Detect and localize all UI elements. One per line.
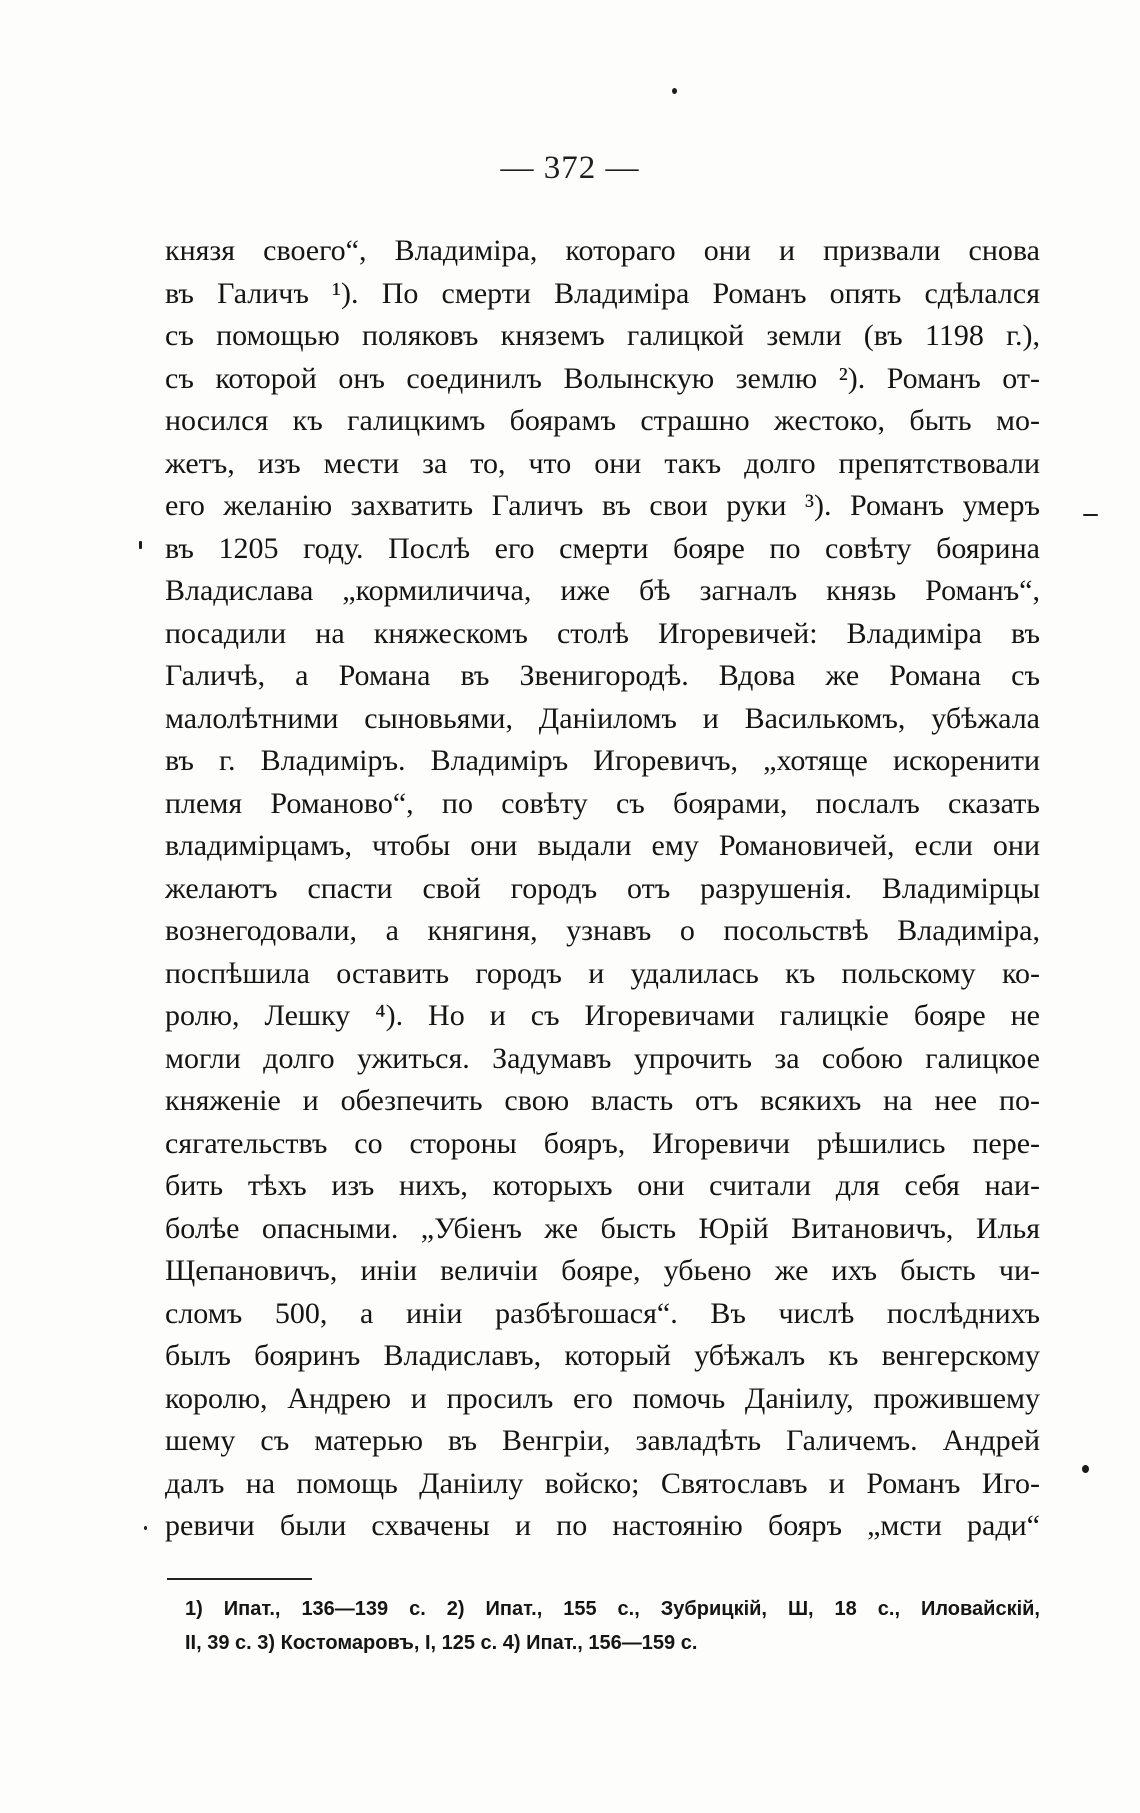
text-line: желаютъ спасти свой городъ отъ разрушенія. Владимірцы [165, 871, 1040, 905]
text-line: въ г. Владиміръ. Владиміръ Игоревичъ, „хотяще искоренити [165, 744, 1040, 777]
text-line: сломъ 500, а иніи разбѣгошася“. Въ числѣ послѣднихъ [165, 1296, 1040, 1330]
text-line: владимірцамъ, чтобы они выдали ему Романовичей, если они [165, 829, 1040, 862]
text-line: Щепановичъ, иніи величіи бояре, убьено же ихъ бысть чи- [165, 1254, 1040, 1287]
text-line: далъ на помощь Даніилу войско; Святославъ и Романъ Иго- [165, 1466, 1040, 1500]
text-line: съ помощью поляковъ княземъ галицкой земли (въ 1198 г.), [165, 319, 1040, 352]
text-line: малолѣтними сыновьями, Даніиломъ и Василькомъ, убѣжала [165, 701, 1040, 735]
text-line: поспѣшила оставить городъ и удалилась къ польскому ко- [165, 956, 1040, 990]
text-line: его желанію захватить Галичъ въ свои руки ³). Романъ умеръ [165, 489, 1040, 522]
text-line: княженіе и обезпечить свою власть отъ всякихъ на нее по- [165, 1084, 1040, 1117]
scan-speck [672, 88, 677, 94]
text-line: болѣе опасными. „Убіенъ же бысть Юрій Витановичъ, Илья [165, 1211, 1040, 1245]
scan-speck [1083, 514, 1098, 516]
text-line: вознегодовали, а княгиня, узнавъ о посольствѣ Владиміра, [165, 914, 1040, 947]
text-line: могли долго ужиться. Задумавъ упрочить за собою галицкое [165, 1041, 1040, 1075]
footnote-divider [167, 1578, 312, 1580]
text-line: бить тѣхъ изъ нихъ, которыхъ они считали для себя наи- [165, 1169, 1040, 1202]
text-line: сягательствъ со стороны бояръ, Игоревичи рѣшились пере- [165, 1126, 1040, 1160]
scan-speck [1082, 1465, 1089, 1473]
text-line: съ которой онъ соединилъ Волынскую землю ²). Романъ от- [165, 361, 1040, 395]
text-line: въ 1205 году. Послѣ его смерти бояре по совѣту боярина [165, 531, 1040, 565]
text-line: ролю, Лешку ⁴). Но и съ Игоревичами галицкіе бояре не [165, 999, 1040, 1032]
text-line: былъ бояринъ Владиславъ, который убѣжалъ къ венгерскому [165, 1339, 1040, 1372]
text-line: королю, Андрею и просилъ его помочь Даніилу, прожившему [165, 1381, 1040, 1415]
footnote-line: 1) Ипат., 136—139 с. 2) Ипат., 155 с., Зубрицкій, Ш, 18 с., Иловайскій, [185, 1598, 1040, 1620]
text-line: племя Романово“, по совѣту съ боярами, послалъ сказать [165, 786, 1040, 820]
scan-speck [139, 541, 142, 549]
text-line: ревичи были схвачены и по настоянію бояръ „мсти ради“ [165, 1509, 1040, 1542]
page-number: — 372 — [500, 150, 640, 186]
text-line: Галичѣ, а Романа въ Звенигородѣ. Вдова же Романа съ [165, 659, 1040, 692]
text-line: носился къ галицкимъ боярамъ страшно жестоко, быть мо- [165, 404, 1040, 437]
main-text [165, 230, 1040, 1548]
text-line: жетъ, изъ мести за то, что они такъ долго препятствовали [165, 446, 1040, 480]
scan-speck [144, 1526, 147, 1530]
text-line: въ Галичъ ¹). По смерти Владиміра Романъ опять сдѣлался [165, 276, 1040, 310]
text-line: посадили на княжескомъ столѣ Игоревичей: Владиміра въ [165, 616, 1040, 650]
footnotes [185, 1592, 1040, 1660]
text-line: шему съ матерью въ Венгріи, завладѣть Галичемъ. Андрей [165, 1424, 1040, 1457]
footnote-line: II, 39 с. 3) Костомаровъ, I, 125 с. 4) Ипат., 156—159 с. [185, 1632, 698, 1654]
text-line: князя своего“, Владиміра, котораго они и призвали снова [165, 234, 1040, 267]
text-line: Владислава „кормиличича, иже бѣ загналъ князь Романъ“, [165, 574, 1040, 607]
